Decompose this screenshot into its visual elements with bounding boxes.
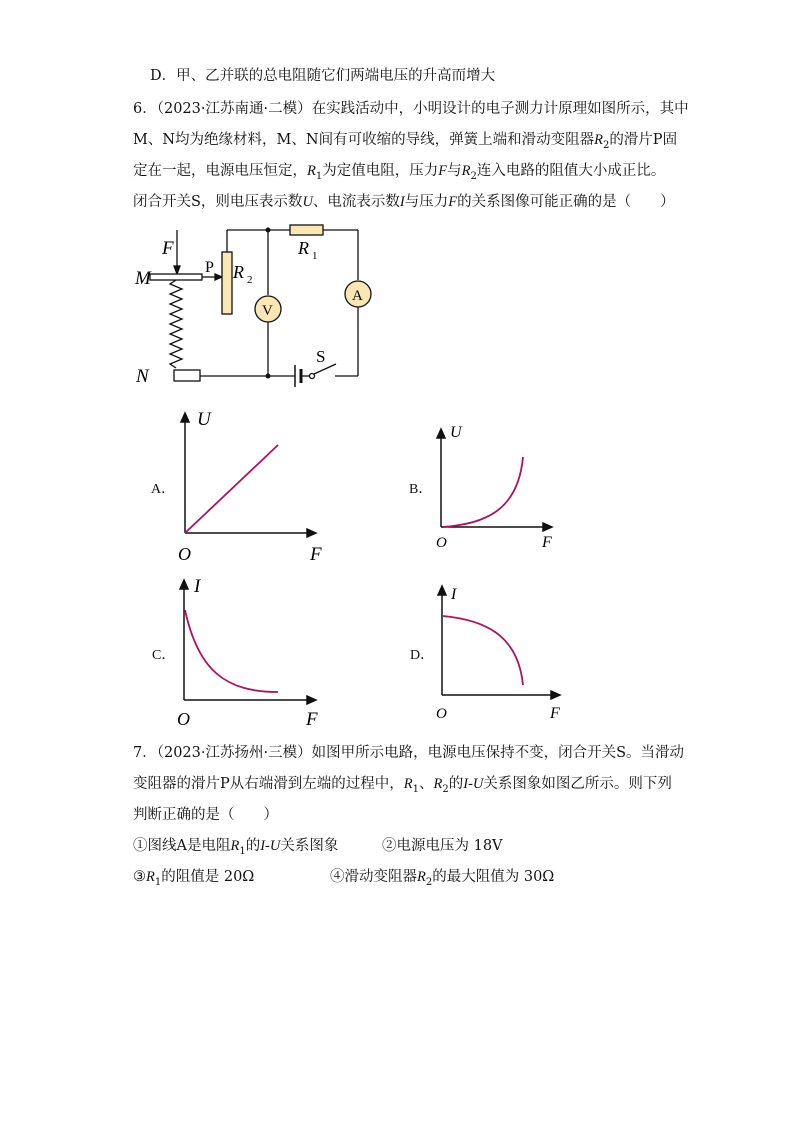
- option-d-label: D．: [410, 648, 435, 663]
- option-a-y-axis: U: [197, 409, 211, 430]
- circuit-label-r1: R: [298, 238, 309, 258]
- option-b-y-axis: U: [450, 424, 462, 441]
- q6-line-4: 闭合开关S，则电压表示数U、电流表示数I与压力F的关系图像可能正确的是（ ）: [133, 194, 675, 210]
- circuit-label-p: P: [205, 259, 214, 276]
- option-b-graph: [428, 420, 568, 555]
- switch-label: S: [316, 347, 326, 366]
- q7-line-2: 变阻器的滑片P从右端滑到左端的过程中，$R_1$、$R_2$的I-U关系图象如图乙所示。则下列: [133, 776, 672, 795]
- q7-statement-2: ②电源电压为 18V: [382, 838, 503, 854]
- circuit-label-r2: R: [233, 262, 244, 282]
- option-a-graph: [170, 405, 330, 565]
- circuit-label-f: F: [162, 238, 174, 259]
- ammeter-label: A: [352, 288, 363, 304]
- option-b-x-axis: F: [542, 534, 552, 551]
- option-c-curve: [185, 610, 278, 692]
- option-a-origin: O: [178, 544, 191, 564]
- option-d-origin: O: [436, 706, 447, 720]
- q7-line-3: 判断正确的是（ ）: [133, 807, 278, 823]
- q5-option-d: D．甲、乙并联的总电阻随它们两端电压的升高而增大: [150, 68, 496, 84]
- option-c-x-axis: F: [306, 709, 318, 730]
- option-d-curve: [443, 616, 523, 685]
- q6-circuit-diagram: [130, 222, 380, 400]
- q7-line-1: 7．（2023·江苏扬州·三模）如图甲所示电路，电源电压保持不变，闭合开关S。当滑动: [133, 745, 685, 761]
- q6-line-3: 定在一起，电源电压恒定，$R_1$为定值电阻，压力F与$R_2$连入电路的阻值大小成正比。: [133, 163, 666, 182]
- q7-statement-1: ①图线A是电阻$R_1$的I-U关系图象: [133, 838, 339, 857]
- option-d-graph: [430, 580, 570, 720]
- circuit-label-r1-sub: 1: [312, 250, 318, 262]
- circuit-label-m: M: [135, 268, 151, 289]
- q6-line-1: 6．（2023·江苏南通·二模）在实践活动中，小明设计的电子测力计原理如图所示，其中: [133, 101, 689, 117]
- option-d-x-axis: F: [550, 705, 560, 720]
- q6-line-2: M、N均为绝缘材料，M、N间有可收缩的导线，弹簧上端和滑动变阻器$R_2$的滑片P固: [133, 132, 678, 151]
- option-c-label: C．: [152, 648, 176, 663]
- option-a-curve: [185, 445, 278, 533]
- option-c-origin: O: [177, 709, 190, 729]
- option-b-label: B．: [409, 482, 433, 497]
- option-d-y-axis: I: [451, 586, 457, 603]
- option-c-y-axis: I: [194, 576, 201, 597]
- option-b-curve: [443, 457, 523, 527]
- voltmeter-label: V: [262, 303, 273, 319]
- option-b-origin: O: [436, 535, 447, 551]
- circuit-label-n: N: [136, 366, 149, 387]
- q7-statement-4: ④滑动变阻器$R_2$的最大阻值为 30Ω: [330, 869, 555, 888]
- circuit-label-r2-sub: 2: [247, 274, 253, 286]
- option-a-label: A．: [151, 482, 176, 497]
- q7-statement-3: $③R_1$的阻值是 20Ω: [133, 869, 255, 888]
- option-c-graph: [170, 570, 330, 730]
- option-a-x-axis: F: [310, 544, 322, 565]
